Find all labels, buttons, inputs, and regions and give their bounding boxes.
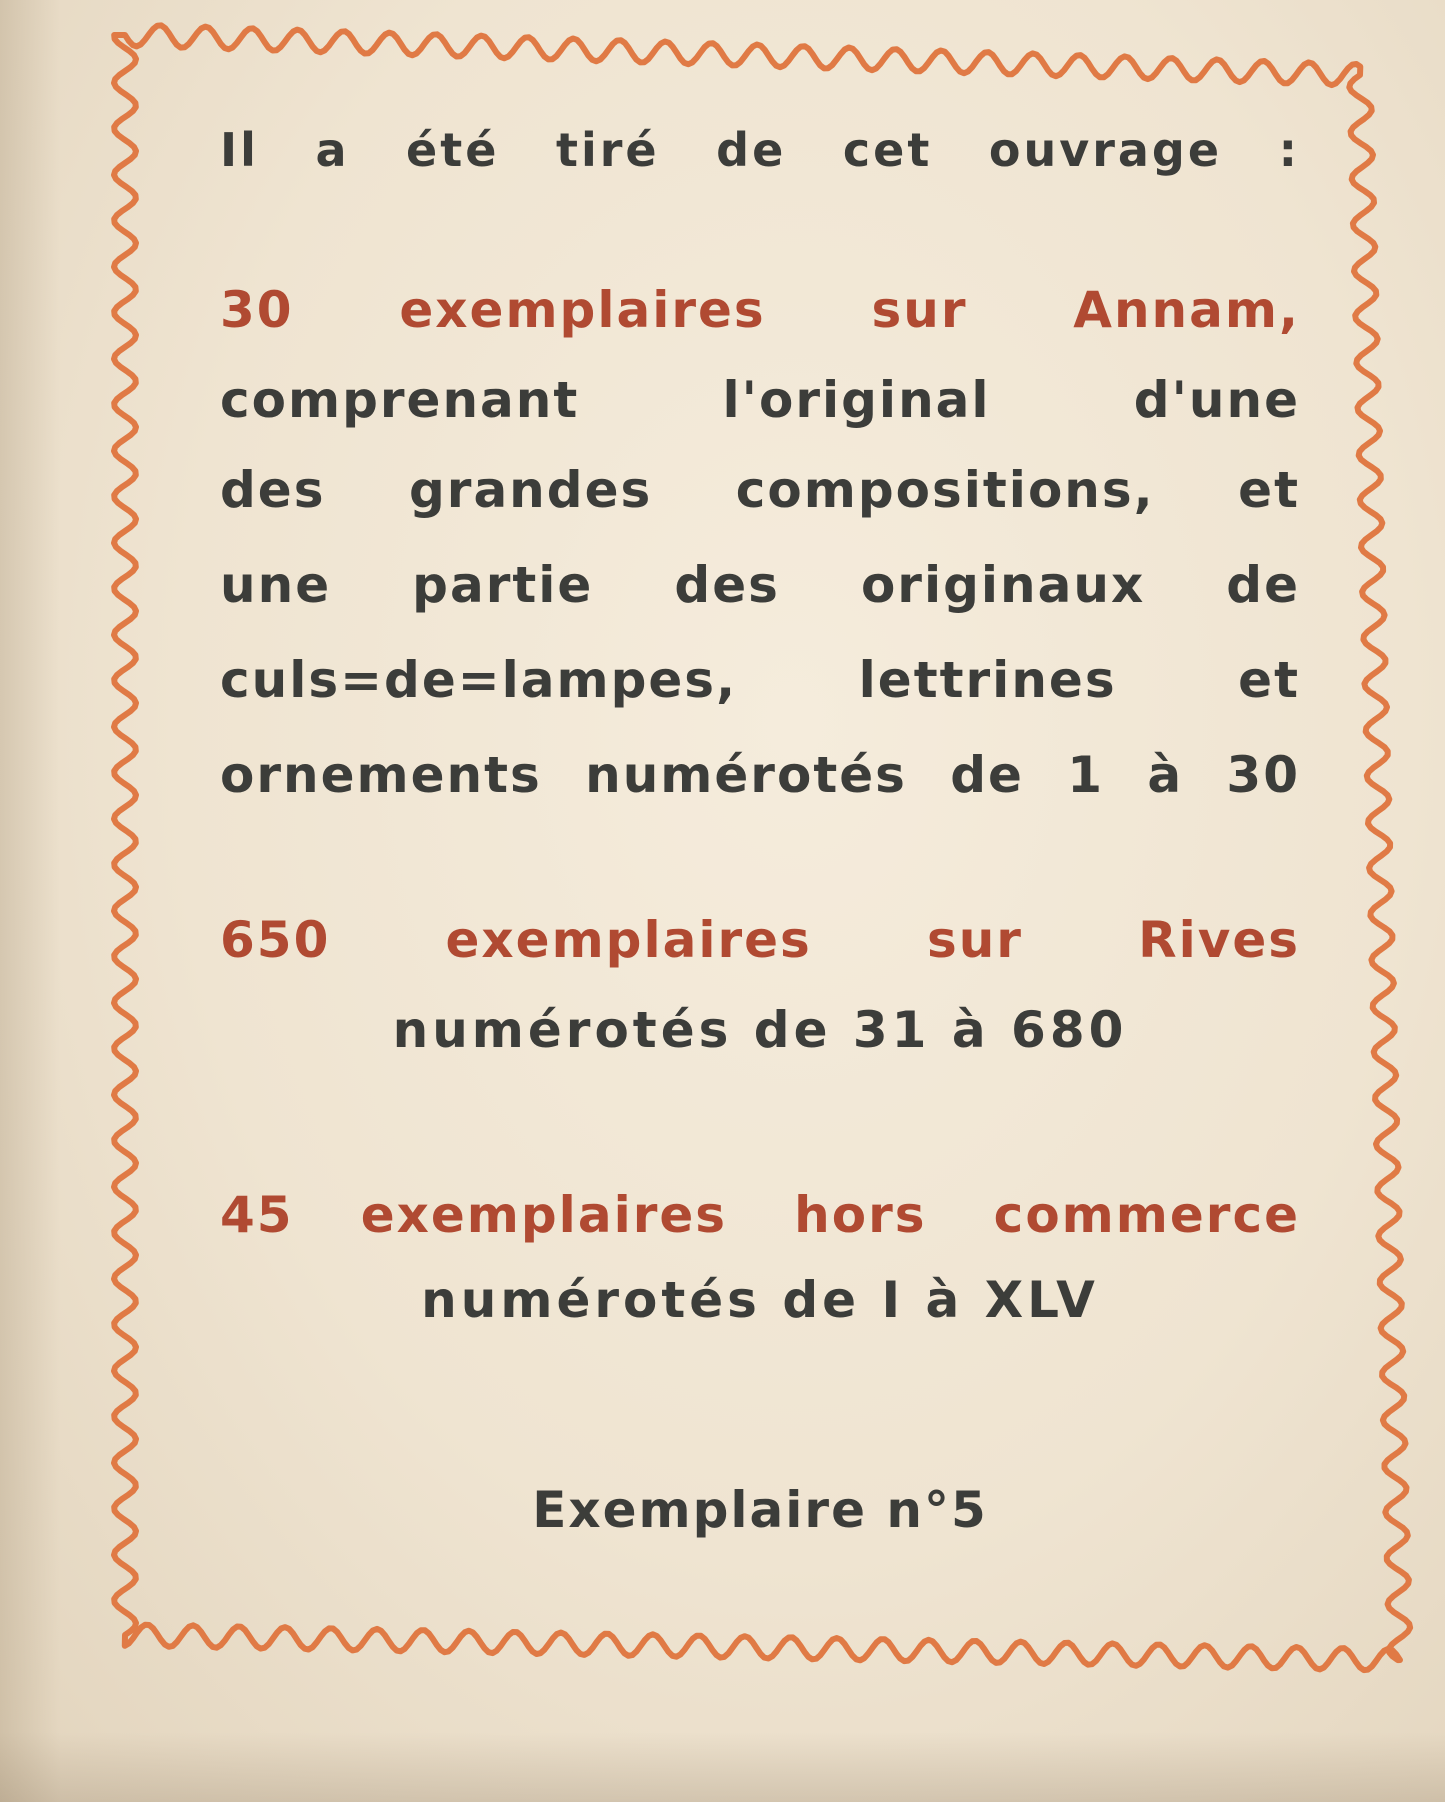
annam-heading: 30 exemplaires sur Annam, (220, 281, 1300, 339)
wavy-border-line (114, 25, 1410, 1670)
annam-line-1: comprenant l'original d'une (220, 371, 1300, 429)
intro-line: Il a été tiré de cet ouvrage : (220, 123, 1300, 177)
hors-commerce-detail: numérotés de I à XLV (421, 1271, 1099, 1329)
annam-line-4: culs=de=lampes, lettrines et (220, 651, 1300, 709)
rives-heading: 650 exemplaires sur Rives (220, 911, 1300, 969)
annam-line-3: une partie des originaux de (220, 556, 1300, 614)
rives-detail: numérotés de 31 à 680 (392, 1001, 1128, 1059)
annam-line-2: des grandes compositions, et (220, 461, 1300, 519)
annam-line-5: ornements numérotés de 1 à 30 (220, 746, 1300, 804)
copy-number: Exemplaire n°5 (532, 1481, 988, 1539)
hors-commerce-heading: 45 exemplaires hors commerce (220, 1186, 1300, 1244)
